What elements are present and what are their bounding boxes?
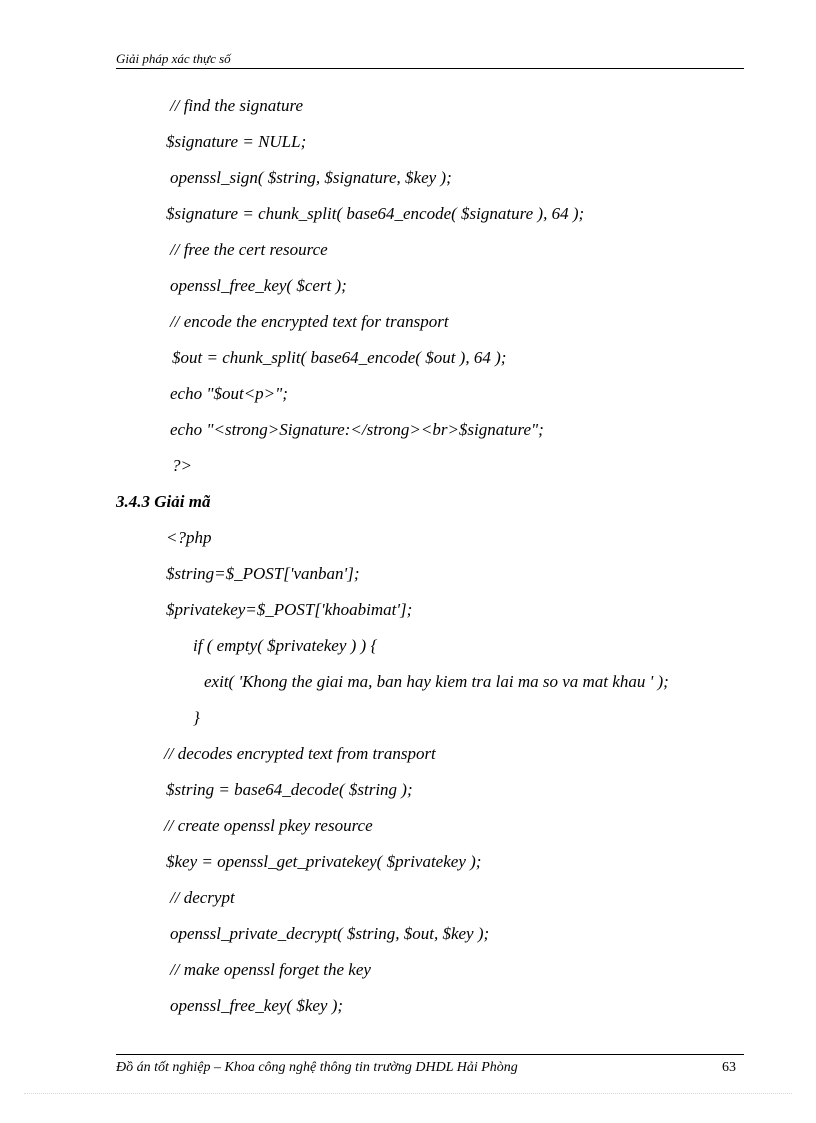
page-number: 63: [722, 1060, 736, 1075]
code-line: openssl_private_decrypt( $string, $out, $key );: [170, 924, 490, 943]
page-edge-divider: [24, 1093, 792, 1094]
code-line: openssl_free_key( $cert );: [170, 276, 347, 295]
code-line: $signature = NULL;: [166, 132, 307, 151]
code-line: ?>: [172, 456, 192, 475]
code-line: // decodes encrypted text from transport: [164, 744, 436, 763]
header-title: Giải pháp xác thực số: [116, 51, 231, 66]
code-line: $signature = chunk_split( base64_encode( $signature ), 64 );: [166, 204, 585, 223]
code-line: // free the cert resource: [170, 240, 328, 259]
code-line: $privatekey=$_POST['khoabimat'];: [166, 600, 413, 619]
code-line: $key = openssl_get_privatekey( $privatekey );: [166, 852, 482, 871]
code-line: <?php: [166, 528, 212, 547]
code-line: // decrypt: [170, 888, 235, 907]
code-line: exit( 'Khong the giai ma, ban hay kiem tra lai ma so va mat khau ' );: [204, 672, 669, 691]
code-line: if ( empty( $privatekey ) ) {: [193, 636, 378, 655]
code-line: // encode the encrypted text for transport: [170, 312, 449, 331]
code-line: // create openssl pkey resource: [164, 816, 373, 835]
code-line: echo "<strong>Signature:</strong><br>$signature";: [170, 420, 544, 439]
page-footer: [116, 1054, 744, 1077]
section-heading: 3.4.3 Giải mã: [116, 492, 211, 511]
code-line: $out = chunk_split( base64_encode( $out ), 64 );: [172, 348, 507, 367]
code-line: // find the signature: [170, 96, 304, 115]
page-header: [116, 50, 744, 69]
code-line: // make openssl forget the key: [170, 960, 371, 979]
code-line: }: [193, 708, 200, 727]
code-line: echo "$out<p>";: [170, 384, 288, 403]
code-line: openssl_sign( $string, $signature, $key );: [170, 168, 452, 187]
footer-text: Đồ án tốt nghiệp – Khoa công nghệ thông tin trường DHDL Hải Phòng: [116, 1060, 518, 1075]
code-line: $string = base64_decode( $string );: [166, 780, 413, 799]
code-line: $string=$_POST['vanban'];: [166, 564, 360, 583]
code-line: openssl_free_key( $key );: [170, 996, 344, 1015]
